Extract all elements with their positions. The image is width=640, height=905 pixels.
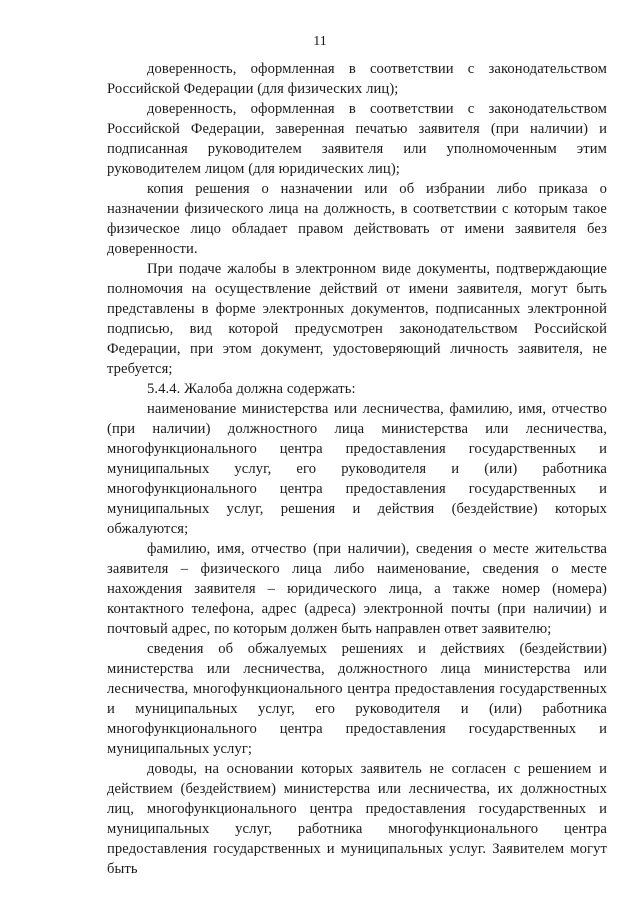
paragraph-appealed-decisions: сведения об обжалуемых решениях и действиях (бездействии) министерства или лесничества, должностного лица министерства или лесничества, многофункционального центра предоставления государственных и муниципальных услуг, его руководителя и (или) работника многофункционального центра предоставления государственных и муниципальных услуг;: [107, 641, 607, 757]
paragraph-applicant-details: фамилию, имя, отчество (при наличии), сведения о месте жительства заявителя – физического лица либо наименование, сведения о месте нахождения заявителя – юридического лица, а также номер (номера) контактного телефона, адрес (адреса) электронной почты (при наличии) и почтовый адрес, по которым должен быть направлен ответ заявителю;: [107, 541, 607, 637]
paragraph-arguments: доводы, на основании которых заявитель не согласен с решением и действием (бездействием) министерства или лесничества, их должностных лиц, многофункционального центра предоставления государственных и муниципальных услуг, работника многофункционального центра предоставления государственных и муниципальных услуг. Заявителем могут быть: [107, 761, 607, 877]
paragraph-poa-legal-entities: доверенность, оформленная в соответствии с законодательством Российской Федерации, заверенная печатью заявителя (при наличии) и подписанная руководителем заявителя или уполномоченным этим руководителем лицом (для юридических лиц);: [107, 101, 607, 177]
paragraph-electronic-submission: При подаче жалобы в электронном виде документы, подтверждающие полномочия на осуществление действий от имени заявителя, могут быть представлены в форме электронных документов, подписанных электронной подписью, вид которой предусмотрен законодательством Российской Федерации, при этом документ, удостоверяющий личность заявителя, не требуется;: [107, 261, 607, 377]
paragraph-appointment-copy: копия решения о назначении или об избрании либо приказа о назначении физического лица на должность, в соответствии с которым такое физическое лицо обладает правом действовать от имени заявителя без доверенности.: [107, 181, 607, 257]
body-text: [107, 59, 607, 879]
paragraph-authority-name: наименование министерства или лесничества, фамилию, имя, отчество (при наличии) должностного лица министерства или лесничества, многофункционального центра предоставления государственных и муниципальных услуг, его руководителя и (или) работника многофункционального центра предоставления государственных и муниципальных услуг, решения и действия (бездействие) которых обжалуются;: [107, 401, 607, 537]
section-heading-5-4-4: 5.4.4. Жалоба должна содержать:: [147, 381, 356, 397]
paragraph-poa-individuals: доверенность, оформленная в соответствии с законодательством Российской Федерации (для физических лиц);: [107, 61, 607, 97]
page-number: 11: [313, 34, 327, 49]
